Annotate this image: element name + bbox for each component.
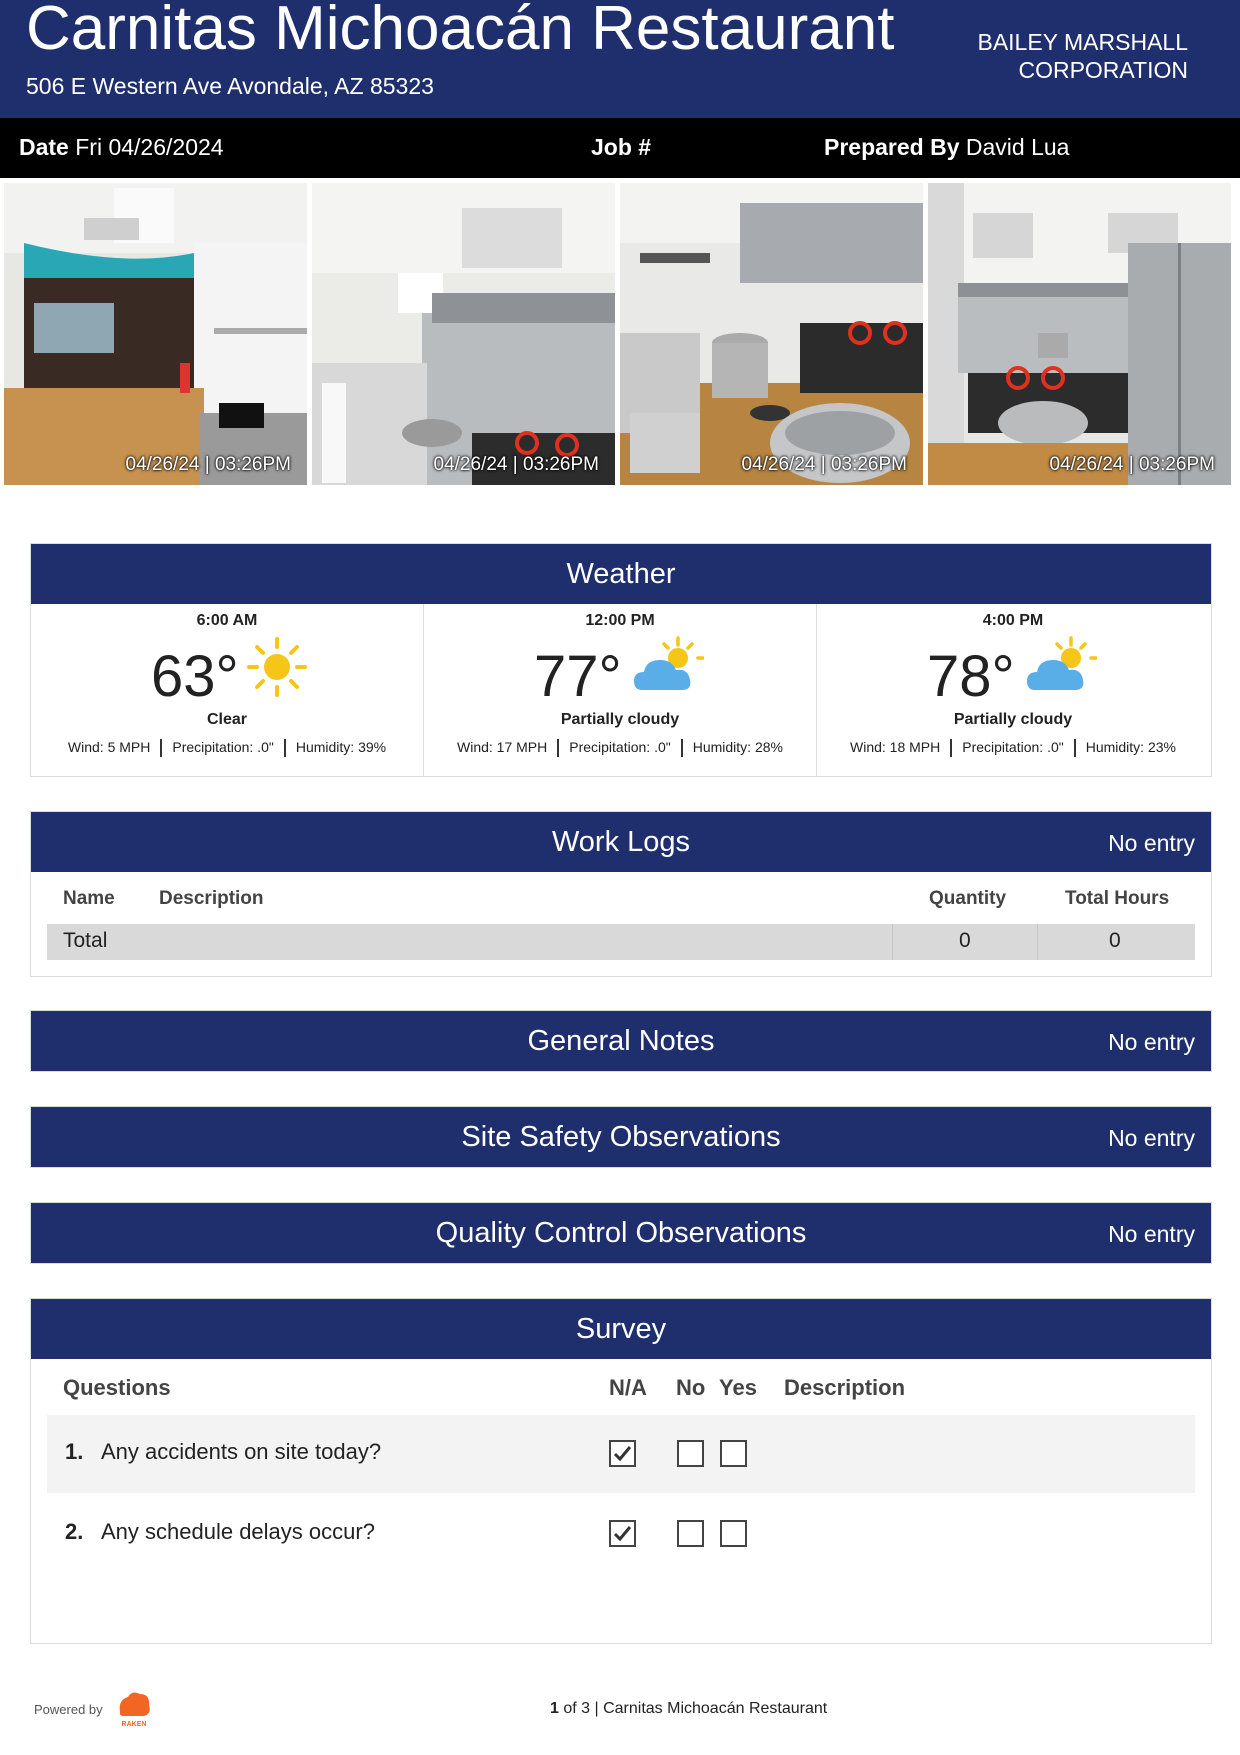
quality-control-section [30,1202,1212,1264]
date-field [19,134,224,161]
total-label: Total [63,929,108,952]
question-number: 2. [65,1519,84,1544]
yes-checkbox[interactable] [720,1440,747,1467]
section-status: No entry [1108,1029,1195,1055]
page-of: of 3 [563,1700,591,1717]
column-header-questions: Questions [63,1375,171,1400]
weather-temp: 63° [151,644,239,709]
column-header-quantity: Quantity [929,888,1007,909]
site-photo[interactable] [312,183,615,485]
site-photo[interactable] [928,183,1231,485]
date-label: Date [19,134,69,160]
work-logs-table [31,872,1211,976]
prepared-by-label: Prepared By [824,134,960,160]
photo-timestamp: 04/26/24 | 03:26PM [741,454,907,475]
section-title: Quality Control Observations [435,1217,807,1249]
site-safety-section [30,1106,1212,1168]
stat-divider [557,739,559,757]
no-checkbox[interactable] [677,1520,704,1547]
weather-condition: Partially cloudy [560,711,680,728]
column-divider [892,924,893,960]
weather-wind: Wind: 17 MPH [457,739,548,755]
site-photo[interactable] [4,183,307,485]
column-header-name: Name [63,888,115,909]
prepared-by-field [824,134,1069,161]
page-current: 1 [550,1700,559,1717]
section-title: General Notes [527,1025,715,1057]
weather-stats [31,739,423,757]
column-header-total-hours: Total Hours [1065,888,1170,909]
column-header-yes: Yes [719,1375,757,1400]
site-safety-header [31,1107,1211,1167]
section-status: No entry [1108,1125,1195,1151]
job-label: Job # [591,134,652,160]
weather-entry [423,604,816,776]
survey-question-row [47,1495,1195,1573]
total-quantity: 0 [959,929,971,952]
photo-timestamp: 04/26/24 | 03:26PM [1049,454,1215,475]
page-title: | Carnitas Michoacán Restaurant [594,1700,828,1717]
weather-wind: Wind: 5 MPH [67,739,151,755]
date-value: Fri 04/26/2024 [75,134,224,160]
project-address: 506 E Western Ave Avondale, AZ 85323 [26,73,434,99]
work-logs-section [30,811,1212,977]
weather-condition: Clear [206,711,248,728]
stat-divider [681,739,683,757]
weather-header [31,544,1211,604]
company-name-line1: BAILEY MARSHALL [977,29,1188,55]
question-text: Any schedule delays occur? [101,1519,375,1544]
general-notes-header [31,1011,1211,1071]
weather-stats [817,739,1209,757]
survey-header [31,1299,1211,1359]
partly-cloudy-icon [632,636,704,703]
weather-wind: Wind: 18 MPH [850,739,941,755]
weather-entry [31,604,423,776]
general-notes-section [30,1010,1212,1072]
question-number: 1. [65,1439,84,1464]
site-photo[interactable] [620,183,923,485]
weather-time: 12:00 PM [585,612,655,629]
column-header-description: Description [784,1375,906,1400]
info-bar [0,118,1240,178]
weather-humidity: Humidity: 39% [295,739,387,755]
column-divider [1037,924,1038,960]
weather-temp: 78° [927,644,1015,709]
project-title: Carnitas Michoacán Restaurant [26,0,895,63]
section-title: Weather [566,558,676,590]
raken-logo-text: RAKEN [121,1721,147,1728]
weather-precip: Precipitation: .0" [962,739,1064,755]
section-title: Work Logs [551,826,691,858]
stat-divider [1074,739,1076,757]
stat-divider [160,739,162,757]
yes-checkbox[interactable] [720,1520,747,1547]
weather-entry [816,604,1209,776]
weather-body [31,604,1211,776]
powered-by-label: Powered by [34,1702,103,1717]
column-header-description: Description [159,888,264,909]
section-status: No entry [1108,1221,1195,1247]
company-name-line2: CORPORATION [1018,57,1188,83]
work-logs-header [31,812,1211,872]
partly-cloudy-icon [1025,636,1097,703]
sun-icon [246,636,308,703]
page-indicator [550,1700,827,1718]
weather-precip: Precipitation: .0" [569,739,671,755]
stat-divider [284,739,286,757]
survey-question-row [47,1415,1195,1493]
question-text: Any accidents on site today? [101,1439,382,1464]
weather-precip: Precipitation: .0" [172,739,274,755]
prepared-by-value: David Lua [965,134,1070,160]
weather-time: 4:00 PM [982,612,1044,629]
weather-temp: 77° [534,644,622,709]
stat-divider [950,739,952,757]
weather-condition: Partially cloudy [953,711,1073,728]
job-field [591,134,651,161]
photo-strip [4,183,1236,485]
company-name [928,28,1188,84]
section-title: Survey [575,1313,667,1345]
weather-time: 6:00 AM [196,612,258,629]
weather-section [30,543,1212,777]
photo-timestamp: 04/26/24 | 03:26PM [125,454,291,475]
total-hours: 0 [1109,929,1121,952]
section-title: Site Safety Observations [461,1121,781,1153]
raken-logo [114,1688,154,1733]
column-header-no: No [676,1375,706,1400]
na-checkbox[interactable] [609,1440,636,1467]
photo-timestamp: 04/26/24 | 03:26PM [433,454,599,475]
weather-stats [424,739,816,757]
weather-humidity: Humidity: 28% [692,739,783,755]
section-status: No entry [1108,830,1195,856]
quality-control-header [31,1203,1211,1263]
report-header [0,0,1240,118]
na-checkbox[interactable] [609,1520,636,1547]
survey-section [30,1298,1212,1644]
no-checkbox[interactable] [677,1440,704,1467]
survey-body [31,1359,1211,1643]
weather-humidity: Humidity: 23% [1085,739,1176,755]
column-header-na: N/A [609,1375,647,1400]
total-row [47,924,1195,960]
